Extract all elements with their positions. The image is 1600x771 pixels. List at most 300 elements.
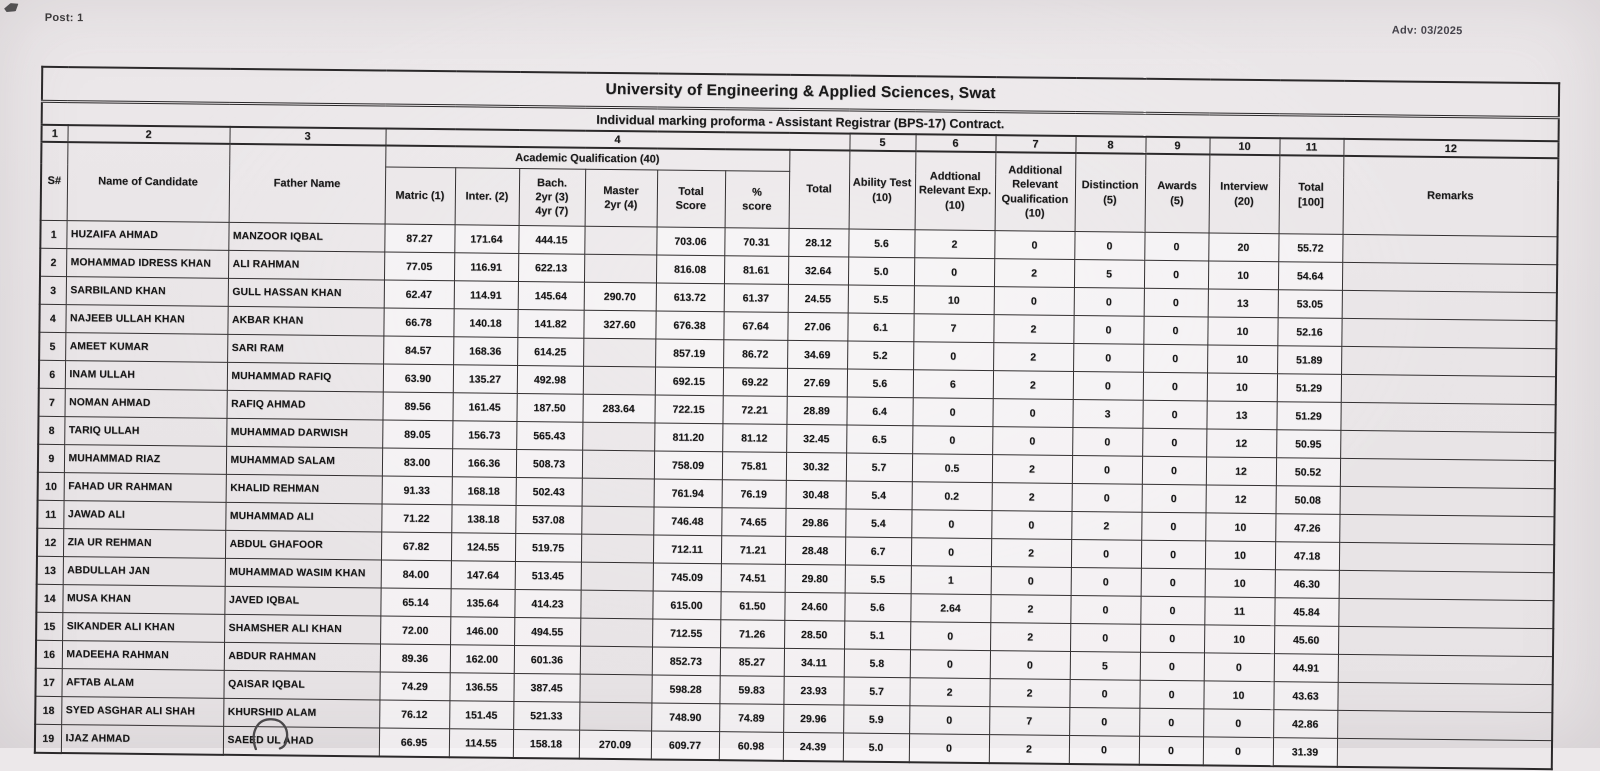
cell-ability: 5.4 <box>846 481 912 510</box>
cell-interview: 13 <box>1206 401 1276 430</box>
cell-ability: 5.9 <box>843 705 909 734</box>
cell-matric: 66.78 <box>383 308 453 337</box>
cell-father: SARI RAM <box>227 334 383 364</box>
header-additional-qualification: Additional Relevant Qualification (10) <box>995 152 1076 231</box>
column-number: 5 <box>849 134 915 152</box>
cell-inter: 166.36 <box>452 449 516 478</box>
cell-pct_score: 76.19 <box>722 480 786 509</box>
cell-grand_total: 45.84 <box>1274 598 1338 627</box>
cell-grand_total: 53.05 <box>1278 290 1342 319</box>
cell-awards: 0 <box>1139 680 1203 709</box>
cell-distinction: 0 <box>1069 679 1139 708</box>
header-inter: Inter. (2) <box>455 168 520 226</box>
cell-sno: 13 <box>37 556 63 584</box>
cell-pct_score: 86.72 <box>723 340 787 369</box>
cell-distinction: 5 <box>1070 651 1140 680</box>
cell-master <box>579 702 651 731</box>
cell-add_qual: 2 <box>990 623 1070 652</box>
cell-matric: 74.29 <box>379 672 449 701</box>
header-total-score: Total Score <box>657 170 726 228</box>
cell-matric: 89.36 <box>380 644 450 673</box>
cell-matric: 89.56 <box>382 392 452 421</box>
cell-remarks <box>1342 262 1557 292</box>
cell-grand_total: 47.18 <box>1275 542 1339 571</box>
cell-father: GULL HASSAN KHAN <box>228 278 384 308</box>
cell-remarks <box>1341 318 1556 348</box>
header-distinction: Distinction (5) <box>1075 153 1146 232</box>
cell-remarks <box>1338 598 1553 628</box>
column-number: 3 <box>229 127 385 146</box>
cell-acad_total: 32.45 <box>786 424 846 453</box>
cell-interview: 10 <box>1207 373 1277 402</box>
cell-add_qual: 0 <box>990 651 1070 680</box>
cell-matric: 76.12 <box>379 700 449 729</box>
cell-grand_total: 54.64 <box>1278 262 1342 291</box>
cell-remarks <box>1339 514 1554 544</box>
cell-grand_total: 44.91 <box>1274 654 1338 683</box>
cell-interview: 10 <box>1208 261 1278 290</box>
cell-ability: 5.1 <box>844 621 910 650</box>
cell-inter: 136.55 <box>449 673 513 702</box>
cell-sno: 14 <box>36 584 62 612</box>
cell-inter: 171.64 <box>454 225 518 254</box>
cell-awards: 0 <box>1143 316 1207 345</box>
cell-add_qual: 2 <box>990 595 1070 624</box>
cell-distinction: 0 <box>1071 567 1141 596</box>
cell-matric: 66.95 <box>379 728 449 757</box>
cell-sno: 5 <box>39 332 65 360</box>
cell-inter: 138.18 <box>451 505 515 534</box>
cell-bach: 521.33 <box>513 701 579 730</box>
cell-total_score: 722.15 <box>654 395 722 424</box>
cell-interview: 0 <box>1204 653 1274 682</box>
cell-interview: 20 <box>1208 233 1278 262</box>
cell-sno: 9 <box>38 444 64 472</box>
cell-matric: 67.82 <box>381 532 451 561</box>
cell-add_qual: 0 <box>994 231 1074 260</box>
cell-bach: 502.43 <box>516 477 582 506</box>
cell-father: JAVED IQBAL <box>224 586 380 616</box>
cell-awards: 0 <box>1144 260 1208 289</box>
cell-grand_total: 51.89 <box>1277 346 1341 375</box>
cell-add_qual: 2 <box>989 735 1069 764</box>
cell-awards: 0 <box>1142 428 1206 457</box>
cell-matric: 83.00 <box>382 448 452 477</box>
cell-master: 270.09 <box>579 730 651 759</box>
cell-inter: 156.73 <box>452 421 516 450</box>
cell-grand_total: 50.08 <box>1276 486 1340 515</box>
cell-add_exp: 1 <box>911 566 991 595</box>
cell-pct_score: 70.31 <box>724 228 788 257</box>
header-additional-exp: Addtional Relevant Exp. (10) <box>915 151 996 230</box>
cell-add_exp: 0.2 <box>912 482 992 511</box>
cell-master <box>584 226 656 255</box>
cell-bach: 601.36 <box>514 645 580 674</box>
cell-total_score: 857.19 <box>655 339 723 368</box>
cell-father: KHALID REHMAN <box>226 474 382 504</box>
cell-acad_total: 24.39 <box>783 732 843 761</box>
marking-proforma-table <box>34 66 1561 770</box>
post-label: Post: 1 <box>44 11 84 25</box>
cell-bach: 622.13 <box>518 253 584 282</box>
cell-name: TARIQ ULLAH <box>64 417 226 447</box>
header-remarks: Remarks <box>1343 156 1559 237</box>
table-title: University of Engineering & Applied Sciences, Swat <box>42 67 1559 118</box>
cell-matric: 89.05 <box>382 420 452 449</box>
cell-remarks <box>1340 458 1555 488</box>
cell-sno: 15 <box>36 612 62 640</box>
cell-master: 283.64 <box>582 394 654 423</box>
cell-sno: 3 <box>40 276 66 304</box>
cell-father: QAISAR IQBAL <box>223 670 379 700</box>
cell-master <box>582 450 654 479</box>
handwritten-pen-mark <box>248 716 294 750</box>
cell-remarks <box>1338 626 1553 656</box>
cell-master: 290.70 <box>584 282 656 311</box>
cell-add_qual: 2 <box>993 371 1073 400</box>
cell-name: MOHAMMAD IDRESS KHAN <box>66 249 228 279</box>
cell-awards: 0 <box>1143 344 1207 373</box>
column-number: 9 <box>1145 137 1209 155</box>
header-academic-group: Academic Qualification (40) <box>385 146 789 172</box>
cell-awards: 0 <box>1139 736 1203 765</box>
cell-total_score: 745.09 <box>653 563 721 592</box>
cell-remarks <box>1342 290 1557 320</box>
cell-name: FAHAD UR RAHMAN <box>64 473 226 503</box>
column-number: 1 <box>41 125 67 142</box>
cell-pct_score: 75.81 <box>722 452 786 481</box>
cell-master <box>583 366 655 395</box>
cell-awards: 0 <box>1142 456 1206 485</box>
cell-awards: 0 <box>1140 624 1204 653</box>
cell-interview: 10 <box>1203 681 1273 710</box>
cell-distinction: 0 <box>1070 595 1140 624</box>
cell-remarks <box>1340 402 1555 432</box>
table-body <box>35 220 1558 769</box>
cell-pct_score: 74.65 <box>721 508 785 537</box>
cell-interview: 10 <box>1204 625 1274 654</box>
cell-acad_total: 30.32 <box>786 452 846 481</box>
cell-master <box>582 478 654 507</box>
cell-name: JAWAD ALI <box>63 501 225 531</box>
cell-total_score: 598.28 <box>651 675 719 704</box>
cell-grand_total: 51.29 <box>1276 402 1340 431</box>
cell-grand_total: 52.16 <box>1277 318 1341 347</box>
cell-inter: 146.00 <box>450 617 514 646</box>
cell-sno: 7 <box>38 388 64 416</box>
cell-matric: 84.57 <box>383 336 453 365</box>
cell-interview: 11 <box>1204 597 1274 626</box>
header-percent-score: % score <box>725 171 790 229</box>
header-ability-test: Ability Test (10) <box>849 151 916 230</box>
cell-matric: 71.22 <box>381 504 451 533</box>
cell-inter: 168.18 <box>452 477 516 506</box>
cell-sno: 16 <box>36 640 62 668</box>
adv-label: Adv: 03/2025 <box>1391 24 1463 38</box>
cell-name: MADEEHA RAHMAN <box>62 641 224 671</box>
cell-father: SHAMSHER ALI KHAN <box>224 614 380 644</box>
cell-name: ZIA UR REHMAN <box>63 529 225 559</box>
cell-add_exp: 0 <box>909 734 989 763</box>
cell-sno: 17 <box>35 668 61 696</box>
cell-add_qual: 2 <box>989 679 1069 708</box>
cell-father: ABDUL GHAFOOR <box>225 530 381 560</box>
cell-acad_total: 24.60 <box>784 592 844 621</box>
cell-total_score: 712.55 <box>652 619 720 648</box>
cell-pct_score: 81.12 <box>722 424 786 453</box>
cell-awards: 0 <box>1140 596 1204 625</box>
cell-bach: 492.98 <box>517 365 583 394</box>
cell-grand_total: 42.86 <box>1273 710 1337 739</box>
cell-add_exp: 2.64 <box>910 594 990 623</box>
cell-add_qual: 0 <box>991 511 1071 540</box>
cell-name: SARBILAND KHAN <box>66 277 228 307</box>
cell-add_exp: 6 <box>913 370 993 399</box>
cell-ability: 5.7 <box>843 677 909 706</box>
cell-bach: 519.75 <box>515 533 581 562</box>
cell-inter: 161.45 <box>452 393 516 422</box>
cell-ability: 6.1 <box>847 313 913 342</box>
cell-interview: 10 <box>1207 317 1277 346</box>
cell-remarks <box>1341 346 1556 376</box>
cell-matric: 72.00 <box>380 616 450 645</box>
cell-interview: 12 <box>1206 457 1276 486</box>
cell-name: MUHAMMAD RIAZ <box>64 445 226 475</box>
header-master: Master 2yr (4) <box>585 169 658 227</box>
cell-add_exp: 0 <box>913 342 993 371</box>
column-number: 4 <box>385 129 849 151</box>
cell-grand_total: 31.39 <box>1273 738 1337 767</box>
cell-add_qual: 2 <box>993 315 1073 344</box>
cell-bach: 145.64 <box>518 281 584 310</box>
cell-inter: 140.18 <box>453 309 517 338</box>
cell-name: INAM ULLAH <box>65 361 227 391</box>
cell-acad_total: 29.80 <box>785 564 845 593</box>
cell-master <box>580 618 652 647</box>
cell-grand_total: 55.72 <box>1278 234 1342 263</box>
cell-remarks <box>1341 374 1556 404</box>
cell-interview: 10 <box>1207 345 1277 374</box>
cell-master <box>580 590 652 619</box>
header-awards: Awards (5) <box>1145 154 1210 233</box>
cell-bach: 158.18 <box>513 729 579 758</box>
cell-add_exp: 0 <box>912 398 992 427</box>
cell-total_score: 761.94 <box>654 479 722 508</box>
cell-distinction: 0 <box>1069 735 1139 764</box>
cell-acad_total: 32.64 <box>788 256 848 285</box>
cell-distinction: 0 <box>1073 315 1143 344</box>
cell-name: AMEET KUMAR <box>65 333 227 363</box>
cell-total_score: 613.72 <box>656 283 724 312</box>
cell-inter: 162.00 <box>450 645 514 674</box>
cell-awards: 0 <box>1144 232 1208 261</box>
cell-pct_score: 61.37 <box>724 284 788 313</box>
cell-father: MUHAMMAD ALI <box>225 502 381 532</box>
cell-interview: 12 <box>1206 429 1276 458</box>
header-sno: S# <box>41 142 68 221</box>
cell-pct_score: 71.26 <box>720 620 784 649</box>
cell-acad_total: 28.12 <box>788 228 848 257</box>
cell-acad_total: 29.86 <box>785 508 845 537</box>
cell-bach: 494.55 <box>514 617 580 646</box>
cell-distinction: 5 <box>1074 259 1144 288</box>
cell-father: MUHAMMAD WASIM KHAN <box>225 558 381 588</box>
column-number: 7 <box>995 135 1075 153</box>
cell-name: SIKANDER ALI KHAN <box>62 613 224 643</box>
cell-inter: 168.36 <box>453 337 517 366</box>
cell-awards: 0 <box>1142 484 1206 513</box>
cell-add_exp: 2 <box>909 678 989 707</box>
cell-pct_score: 71.21 <box>721 536 785 565</box>
cell-grand_total: 50.52 <box>1276 458 1340 487</box>
cell-awards: 0 <box>1141 512 1205 541</box>
cell-grand_total: 46.30 <box>1275 570 1339 599</box>
cell-awards: 0 <box>1143 372 1207 401</box>
cell-add_exp: 0 <box>911 538 991 567</box>
cell-grand_total: 50.95 <box>1276 430 1340 459</box>
cell-add_qual: 2 <box>991 539 1071 568</box>
cell-pct_score: 74.51 <box>721 564 785 593</box>
column-number: 10 <box>1209 137 1279 155</box>
cell-sno: 12 <box>37 528 63 556</box>
cell-matric: 91.33 <box>382 476 452 505</box>
cell-distinction: 0 <box>1070 623 1140 652</box>
cell-interview: 0 <box>1203 737 1273 766</box>
cell-sno: 18 <box>35 696 61 724</box>
cell-add_qual: 7 <box>989 707 1069 736</box>
cell-father: ABDUR RAHMAN <box>224 642 380 672</box>
cell-ability: 6.7 <box>845 537 911 566</box>
header-bachelor: Bach. 2yr (3) 4yr (7) <box>519 168 586 226</box>
cell-distinction: 0 <box>1074 287 1144 316</box>
cell-matric: 62.47 <box>384 280 454 309</box>
cell-add_exp: 0 <box>912 426 992 455</box>
cell-pct_score: 85.27 <box>720 648 784 677</box>
cell-master <box>580 646 652 675</box>
cell-bach: 444.15 <box>518 225 584 254</box>
cell-ability: 5.6 <box>844 593 910 622</box>
column-number: 6 <box>915 134 995 152</box>
cell-ability: 5.6 <box>848 229 914 258</box>
cell-father: AKBAR KHAN <box>227 306 383 336</box>
cell-total_score: 748.90 <box>651 703 719 732</box>
cell-inter: 135.27 <box>453 365 517 394</box>
cell-remarks <box>1339 542 1554 572</box>
cell-bach: 513.45 <box>515 561 581 590</box>
cell-pct_score: 59.83 <box>719 676 783 705</box>
cell-acad_total: 27.06 <box>787 312 847 341</box>
cell-master <box>583 338 655 367</box>
cell-matric: 87.27 <box>384 224 454 253</box>
cell-sno: 4 <box>39 304 65 332</box>
cell-interview: 12 <box>1206 485 1276 514</box>
cell-interview: 0 <box>1203 709 1273 738</box>
cell-bach: 141.82 <box>517 309 583 338</box>
cell-acad_total: 34.11 <box>784 648 844 677</box>
cell-awards: 0 <box>1142 400 1206 429</box>
cell-master <box>584 254 656 283</box>
cell-grand_total: 45.60 <box>1274 626 1338 655</box>
column-number: 8 <box>1075 136 1145 154</box>
cell-acad_total: 29.96 <box>783 704 843 733</box>
cell-total_score: 811.20 <box>654 423 722 452</box>
cell-name: NOMAN AHMAD <box>64 389 226 419</box>
cell-remarks <box>1337 682 1552 712</box>
cell-sno: 8 <box>38 416 64 444</box>
cell-distinction: 2 <box>1071 511 1141 540</box>
cell-add_qual: 0 <box>991 567 1071 596</box>
cell-remarks <box>1339 570 1554 600</box>
cell-sno: 2 <box>40 248 66 276</box>
cell-interview: 13 <box>1208 289 1278 318</box>
cell-father: ALI RAHMAN <box>228 250 384 280</box>
cell-master <box>581 534 653 563</box>
cell-interview: 10 <box>1205 541 1275 570</box>
cell-distinction: 0 <box>1071 539 1141 568</box>
cell-sno: 19 <box>35 724 61 753</box>
cell-total_score: 746.48 <box>653 507 721 536</box>
cell-name: HUZAIFA AHMAD <box>66 221 228 251</box>
cell-inter: 114.55 <box>449 729 513 758</box>
cell-distinction: 3 <box>1072 399 1142 428</box>
cell-awards: 0 <box>1141 540 1205 569</box>
cell-name: NAJEEB ULLAH KHAN <box>65 305 227 335</box>
cell-distinction: 0 <box>1074 231 1144 260</box>
cell-add_exp: 10 <box>914 286 994 315</box>
cell-father: MUHAMMAD SALAM <box>226 446 382 476</box>
cell-awards: 0 <box>1141 568 1205 597</box>
cell-add_exp: 0 <box>910 622 990 651</box>
cell-add_qual: 0 <box>992 427 1072 456</box>
cell-total_score: 615.00 <box>652 591 720 620</box>
cell-father: SAEED UL AHAD <box>223 726 379 756</box>
cell-bach: 414.23 <box>514 589 580 618</box>
cell-master: 327.60 <box>583 310 655 339</box>
cell-father: MANZOOR IQBAL <box>228 222 384 252</box>
cell-add_qual: 2 <box>992 483 1072 512</box>
cell-total_score: 703.06 <box>656 227 724 256</box>
cell-total_score: 816.08 <box>656 255 724 284</box>
cell-ability: 5.0 <box>848 257 914 286</box>
cell-father: RAFIQ AHMAD <box>226 390 382 420</box>
cell-ability: 5.0 <box>843 733 909 762</box>
cell-sno: 11 <box>37 500 63 528</box>
cell-add_qual: 2 <box>994 259 1074 288</box>
cell-acad_total: 27.69 <box>787 368 847 397</box>
cell-add_exp: 0.5 <box>912 454 992 483</box>
cell-bach: 387.45 <box>513 673 579 702</box>
cell-add_exp: 0 <box>909 706 989 735</box>
cell-sno: 6 <box>39 360 65 388</box>
cell-remarks <box>1337 710 1552 740</box>
cell-add_exp: 0 <box>914 258 994 287</box>
cell-name: MUSA KHAN <box>62 585 224 615</box>
cell-father: MUHAMMAD DARWISH <box>226 418 382 448</box>
cell-total_score: 758.09 <box>654 451 722 480</box>
cell-name: IJAZ AHMAD <box>61 725 223 755</box>
cell-inter: 116.91 <box>454 253 518 282</box>
cell-acad_total: 28.89 <box>786 396 846 425</box>
cell-matric: 77.05 <box>384 252 454 281</box>
cell-grand_total: 43.63 <box>1273 682 1337 711</box>
cell-pct_score: 72.21 <box>722 396 786 425</box>
header-father: Father Name <box>229 144 386 224</box>
cell-acad_total: 28.50 <box>784 620 844 649</box>
cell-ability: 5.5 <box>845 565 911 594</box>
cell-distinction: 0 <box>1072 455 1142 484</box>
cell-total_score: 852.73 <box>652 647 720 676</box>
cell-bach: 537.08 <box>515 505 581 534</box>
